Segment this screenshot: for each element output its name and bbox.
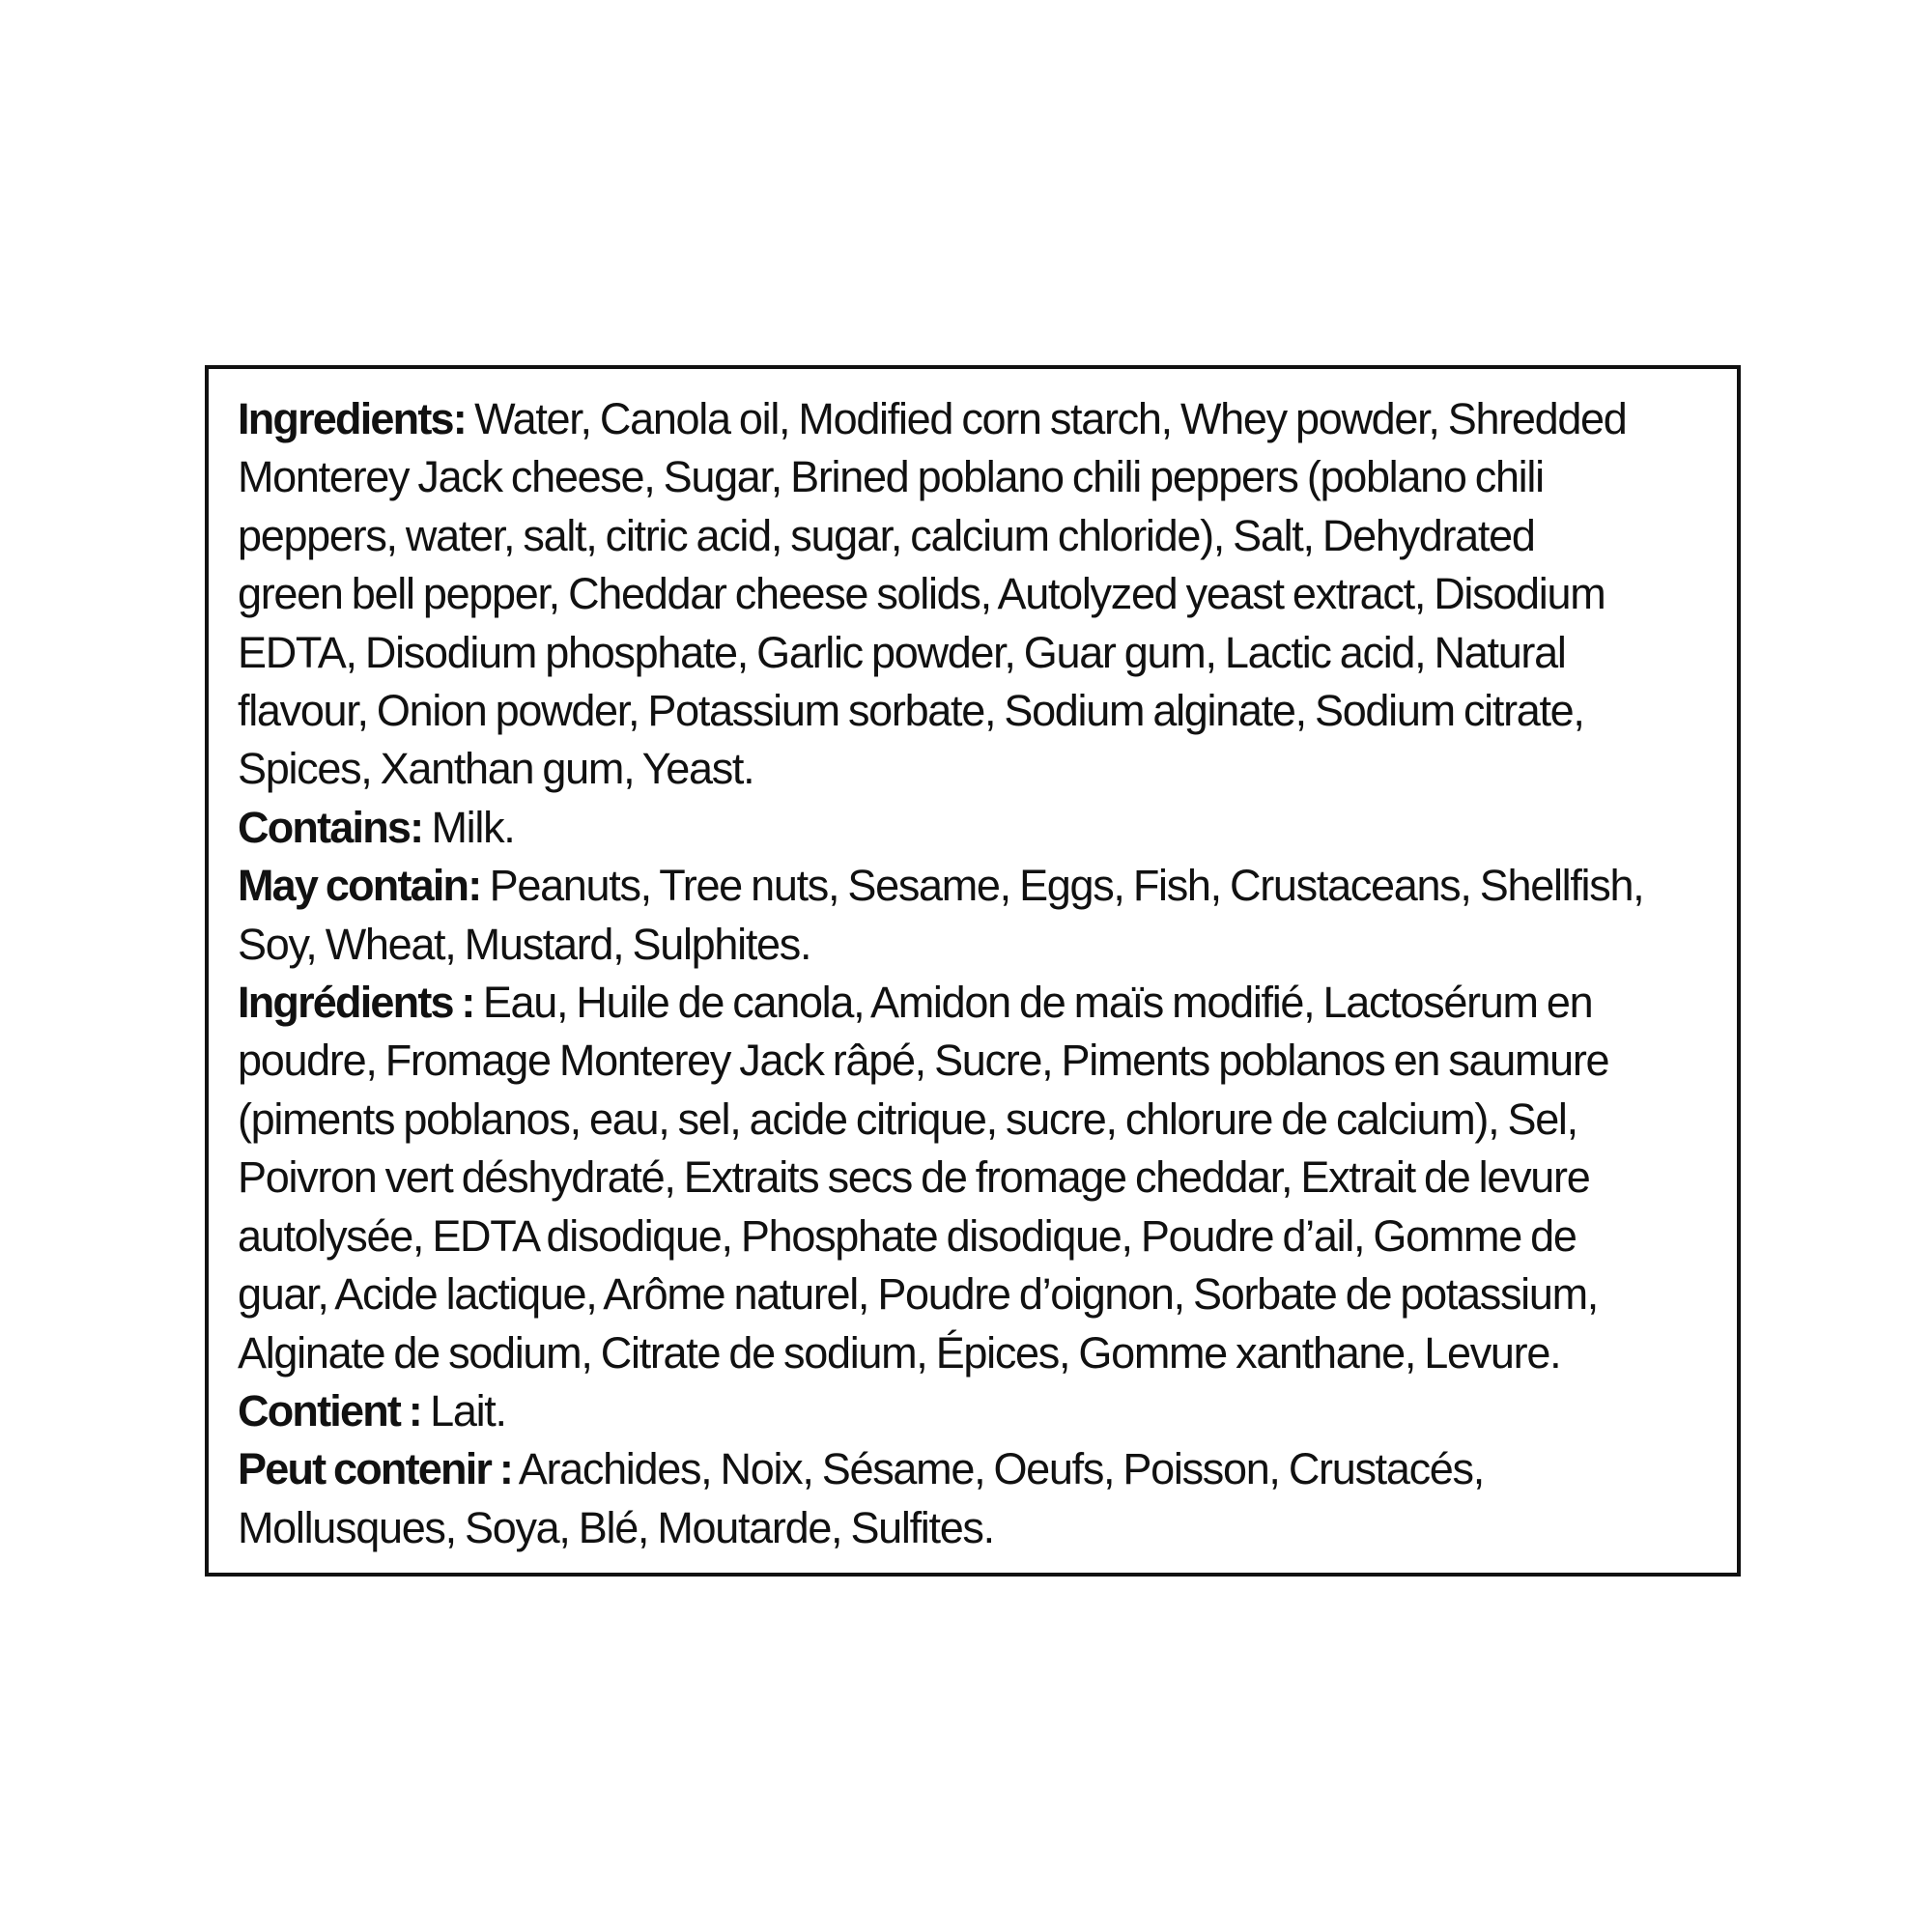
text-line [238, 974, 1708, 1032]
english-contains [238, 799, 1708, 857]
text-line: EDTA, Disodium phosphate, Garlic powder, Guar gum, Lactic acid, Natural [238, 627, 1566, 677]
text-line [238, 1382, 1708, 1440]
line-text: Milk. [422, 802, 515, 852]
text-line [238, 1440, 1708, 1498]
line-text: Water, Canola oil, Modified corn starch, Whey powder, Shredded [465, 394, 1627, 443]
text-line: flavour, Onion powder, Potassium sorbate, Sodium alginate, Sodium citrate, [238, 686, 1584, 736]
text-line: Spices, Xanthan gum, Yeast. [238, 744, 754, 794]
text-line [238, 857, 1708, 915]
text-line: green bell pepper, Cheddar cheese solids, Autolyzed yeast extract, Disodium [238, 569, 1605, 619]
text-line: Soy, Wheat, Mustard, Sulphites. [238, 919, 811, 969]
contains-heading: Contains: [238, 802, 423, 852]
text-line [238, 390, 1708, 448]
ingredients-label-box [205, 365, 1741, 1577]
may-contain-heading: May contain: [238, 861, 481, 911]
ingredients-heading: Ingredients: [238, 394, 466, 443]
text-line: poudre, Fromage Monterey Jack râpé, Sucre, Piments poblanos en saumure [238, 1036, 1609, 1086]
text-line: Monterey Jack cheese, Sugar, Brined poblano chili peppers (poblano chili [238, 452, 1544, 502]
french-may-contain [238, 1440, 1708, 1557]
peut-contenir-heading: Peut contenir : [238, 1444, 513, 1494]
text-line: peppers, water, salt, citric acid, sugar, calcium chloride), Salt, Dehydrated [238, 510, 1535, 560]
text-line: Mollusques, Soya, Blé, Moutarde, Sulfites. [238, 1502, 994, 1552]
line-text: Arachides, Noix, Sésame, Oeufs, Poisson, Crustacés, [512, 1444, 1484, 1494]
text-line: (piments poblanos, eau, sel, acide citrique, sucre, chlorure de calcium), Sel, [238, 1094, 1577, 1144]
text-line: guar, Acide lactique, Arôme naturel, Poudre d’oignon, Sorbate de potassium, [238, 1269, 1598, 1320]
french-ingredients [238, 974, 1708, 1382]
line-text: Eau, Huile de canola, Amidon de maïs modifié, Lactosérum en [473, 978, 1593, 1028]
text-line: Poivron vert déshydraté, Extraits secs de fromage cheddar, Extrait de levure [238, 1152, 1590, 1203]
text-line [238, 799, 1708, 857]
english-ingredients [238, 390, 1708, 799]
text-line: Alginate de sodium, Citrate de sodium, Épices, Gomme xanthane, Levure. [238, 1327, 1561, 1378]
ingredients-fr-heading: Ingrédients : [238, 978, 474, 1028]
french-contains [238, 1382, 1708, 1440]
contient-heading: Contient : [238, 1385, 421, 1435]
text-line: autolysée, EDTA disodique, Phosphate disodique, Poudre d’ail, Gomme de [238, 1210, 1577, 1261]
line-text: Peanuts, Tree nuts, Sesame, Eggs, Fish, Crustaceans, Shellfish, [480, 861, 1644, 911]
line-text: Lait. [420, 1385, 506, 1435]
english-may-contain [238, 857, 1708, 974]
